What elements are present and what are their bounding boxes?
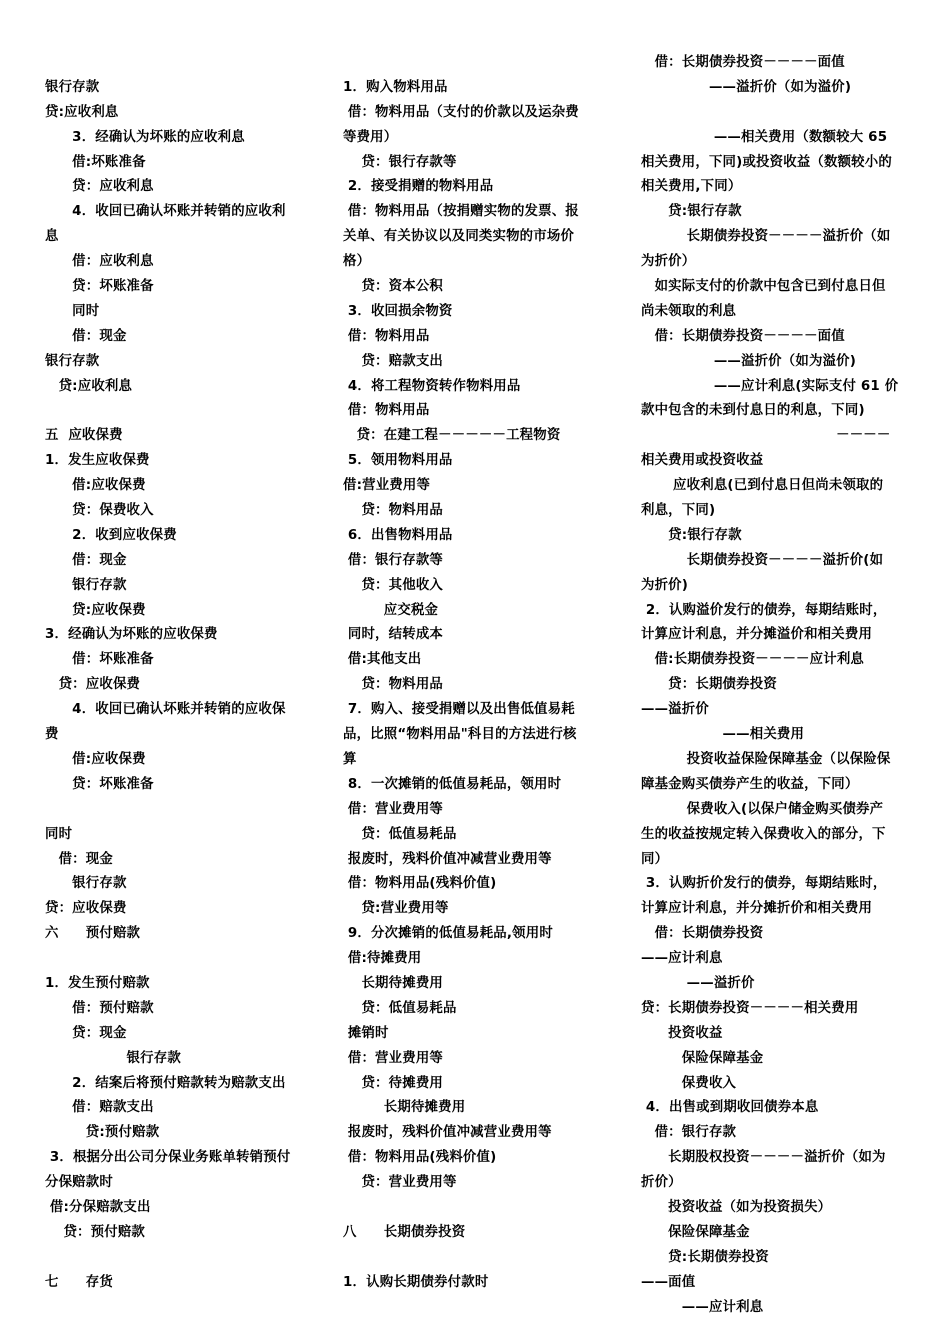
text-line: 借：应收利息 [45, 254, 154, 270]
text-line: 贷：长期债券投资 [641, 677, 777, 693]
text-line: 借：物料用品（按捐赠实物的发票、报 [343, 204, 579, 220]
text-line: ——溢折价（如为溢价) [641, 353, 857, 369]
text-line: 折价） [641, 1175, 682, 1191]
text-line: 借:应收保费 [45, 751, 146, 767]
text-line: 借：营业费用等 [343, 801, 443, 817]
text-line: 生的收益按规定转入保费收入的部分，下 [641, 826, 886, 842]
text-line: 算 [343, 751, 357, 767]
text-line: 同时 [45, 826, 73, 842]
text-line: 投资收益保险保障基金（以保险保 [641, 751, 891, 767]
text-line: 贷：应收利息 [45, 179, 154, 195]
text-line: 借：物料用品（支付的价款以及运杂费 [343, 104, 579, 120]
text-line: 2．接受捐赠的物料用品 [343, 179, 494, 195]
text-line: ——相关费用（数额较大 65 [641, 129, 888, 145]
text-line: 贷:银行存款 [641, 527, 742, 543]
text-line: 保险保障基金 [641, 1224, 750, 1240]
text-line: 借：银行存款 [641, 1125, 737, 1141]
text-line: 款中包含的未到付息日的利息，下同) [641, 403, 865, 419]
text-line: 贷：资本公积 [343, 279, 443, 295]
text-line: 借：银行存款等 [343, 552, 443, 568]
text-line: 贷：低值易耗品 [343, 826, 457, 842]
text-line: 1．发生预付赔款 [45, 975, 150, 991]
text-line: 应交税金 [343, 602, 439, 618]
text-line: 借：长期债券投资－－－－面值 [641, 328, 845, 344]
text-line: 报废时，残料价值冲减营业费用等 [343, 851, 552, 867]
text-line: 贷：坏账准备 [45, 279, 154, 295]
text-line: 费 [45, 727, 59, 743]
text-line: 借：坏账准备 [45, 652, 154, 668]
text-line: 借：物料用品 [343, 328, 430, 344]
text-line [641, 101, 916, 126]
text-line: 保费收入(以保户储金购买债券产 [641, 801, 884, 817]
text-line: 同） [641, 851, 669, 867]
text-line: 贷:应收利息 [45, 104, 119, 120]
text-line: 同时 [45, 303, 100, 319]
text-line: ——溢折价 [641, 702, 709, 718]
text-line: 银行存款 [45, 1050, 181, 1066]
text-line: 贷：长期债券投资－－－－相关费用 [641, 1000, 859, 1016]
text-line: 3．认购折价发行的债券，每期结账时， [641, 876, 887, 892]
text-line [45, 798, 320, 823]
text-line: 借：赔款支出 [45, 1100, 154, 1116]
text-line: 贷：坏账准备 [45, 776, 154, 792]
text-line: 贷：现金 [45, 1025, 127, 1041]
text-line: 借：预付赔款 [45, 1000, 154, 1016]
text-line: 4．将工程物资转作物料用品 [343, 378, 521, 394]
text-line: 贷：物料用品 [343, 503, 443, 519]
text-line: 贷:银行存款 [641, 204, 742, 220]
text-line: 2．收到应收保费 [45, 527, 177, 543]
text-line [343, 51, 618, 76]
text-line: 贷：预付赔款 [45, 1224, 145, 1240]
text-line: 品，比照“物料用品"科目的方法进行核 [343, 727, 577, 743]
text-line: 长期待摊费用 [343, 975, 443, 991]
text-line [343, 1196, 618, 1221]
text-line: 七 存货 [45, 1274, 113, 1290]
text-line: 长期待摊费用 [343, 1100, 466, 1116]
text-line: 借:其他支出 [343, 652, 422, 668]
text-line: 贷:应收利息 [45, 378, 133, 394]
text-line: 贷：待摊费用 [343, 1075, 443, 1091]
text-line: 借：物料用品(残料价值) [343, 1150, 497, 1166]
text-column-right [641, 51, 916, 1320]
text-line: 长期债券投资－－－－溢折价（如 [641, 229, 891, 245]
text-line: 贷:应收保费 [45, 602, 146, 618]
text-line: 摊销时 [343, 1025, 389, 1041]
text-line: 借：长期债券投资 [641, 926, 764, 942]
text-line: 贷:营业费用等 [343, 901, 449, 917]
text-line: 利息，下同) [641, 503, 716, 519]
text-line: 相关费用，下同)或投资收益（数额较小的 [641, 154, 892, 170]
text-line: 借:分保赔款支出 [45, 1199, 151, 1215]
text-line: 计算应计利息，并分摊折价和相关费用 [641, 901, 873, 917]
text-line: 银行存款 [45, 577, 127, 593]
text-line: －－－－ [641, 428, 891, 444]
text-line: 借：长期债券投资－－－－面值 [641, 55, 845, 70]
text-line: 贷:长期债券投资 [641, 1249, 769, 1265]
text-line: 关单、有关协议以及同类实物的市场价 [343, 229, 575, 245]
text-line: 长期股权投资－－－－溢折价（如为 [641, 1150, 886, 1166]
text-line: 借：营业费用等 [343, 1050, 443, 1066]
text-line: 投资收益 [641, 1025, 723, 1041]
text-line: 借:营业费用等 [343, 478, 431, 494]
text-line: 8．一次摊销的低值易耗品，领用时 [343, 776, 562, 792]
text-line [45, 51, 320, 76]
text-line: 分保赔款时 [45, 1175, 113, 1191]
text-line: 3．经确认为坏账的应收保费 [45, 627, 218, 643]
text-column-middle [343, 51, 618, 1296]
text-line: 贷：应收保费 [45, 677, 141, 693]
text-line: 银行存款 [45, 353, 100, 369]
text-line: ——应计利息 [641, 1299, 764, 1315]
text-line: 障基金购买债券产生的收益，下同） [641, 776, 859, 792]
text-line: 银行存款 [45, 79, 100, 95]
text-line: 长期债券投资－－－－溢折价(如 [641, 552, 884, 568]
text-line: 借：物料用品(残料价值) [343, 876, 497, 892]
text-line: 2．认购溢价发行的债券，每期结账时， [641, 602, 887, 618]
text-line: 1．购入物料用品 [343, 79, 448, 95]
text-line: 八 长期债券投资 [343, 1224, 466, 1240]
text-line: 相关费用或投资收益 [641, 453, 764, 469]
text-line: 六 预付赔款 [45, 926, 141, 942]
text-line: 9．分次摊销的低值易耗品,领用时 [343, 926, 553, 942]
text-line: 为折价） [641, 254, 696, 270]
text-line: 借：现金 [45, 328, 127, 344]
text-line: ——应计利息 [641, 951, 723, 967]
text-line: 为折价) [641, 577, 689, 593]
text-line: 借：现金 [45, 552, 127, 568]
text-line: 格） [343, 254, 371, 270]
text-line: 报废时，残料价值冲减营业费用等 [343, 1125, 552, 1141]
text-line: 1．认购长期债券付款时 [343, 1274, 489, 1290]
text-line: 如实际支付的价款中包含已到付息日但 [641, 279, 886, 295]
text-line: 4．收回已确认坏账并转销的应收利 [45, 204, 286, 220]
text-line: 借：物料用品 [343, 403, 430, 419]
text-line: 贷：银行存款等 [343, 154, 457, 170]
text-line: 借:坏账准备 [45, 154, 146, 170]
text-line: 尚未领取的利息 [641, 303, 737, 319]
text-line: 贷：其他收入 [343, 577, 443, 593]
text-column-left [45, 51, 320, 1296]
text-line: 计算应计利息，并分摊溢价和相关费用 [641, 627, 873, 643]
text-line [45, 399, 320, 424]
text-line: 银行存款 [45, 876, 127, 892]
text-line: 相关费用,下同） [641, 179, 742, 195]
text-line: 5．领用物料用品 [343, 453, 453, 469]
text-line: 3．收回损余物资 [343, 303, 453, 319]
text-line: 2．结案后将预付赔款转为赔款支出 [45, 1075, 286, 1091]
text-line: ——溢折价 [641, 975, 755, 991]
text-line: ——面值 [641, 1274, 696, 1290]
text-line: 贷：保费收入 [45, 503, 154, 519]
text-line: 等费用） [343, 129, 398, 145]
text-line [45, 1246, 320, 1271]
text-line: 贷：低值易耗品 [343, 1000, 457, 1016]
text-line: 7．购入、接受捐赠以及出售低值易耗 [343, 702, 575, 718]
text-line: 贷:预付赔款 [45, 1125, 160, 1141]
text-line: 息 [45, 229, 59, 245]
text-line: 同时，结转成本 [343, 627, 443, 643]
text-line: 借:长期债券投资－－－－应计利息 [641, 652, 865, 668]
text-line: 4．出售或到期收回债券本息 [641, 1100, 819, 1116]
text-line: 贷：营业费用等 [343, 1175, 457, 1191]
text-line: 3．经确认为坏账的应收利息 [45, 129, 245, 145]
text-line: 投资收益（如为投资损失） [641, 1199, 832, 1215]
text-line: 借:应收保费 [45, 478, 146, 494]
text-line [343, 1246, 618, 1271]
text-line: ——应计利息(实际支付 61 价 [641, 378, 899, 394]
text-line: 五 应收保费 [45, 428, 123, 444]
text-line: 保费收入 [641, 1075, 737, 1091]
text-line: 借:待摊费用 [343, 951, 422, 967]
text-line: 借：现金 [45, 851, 113, 867]
text-line: 贷：在建工程－－－－－工程物资 [343, 428, 561, 444]
text-line: 保险保障基金 [641, 1050, 764, 1066]
text-line: 贷：赔款支出 [343, 353, 443, 369]
text-line: ——相关费用 [641, 727, 805, 743]
text-line [45, 947, 320, 972]
text-line: 贷：物料用品 [343, 677, 443, 693]
text-line: 贷：应收保费 [45, 901, 127, 917]
text-line: 3．根据分出公司分保业务账单转销预付 [45, 1150, 291, 1166]
text-line: ——溢折价（如为溢价) [641, 79, 852, 95]
text-line: 4．收回已确认坏账并转销的应收保 [45, 702, 286, 718]
text-line: 6．出售物料用品 [343, 527, 453, 543]
text-line: 1．发生应收保费 [45, 453, 150, 469]
text-line: 应收利息(已到付息日但尚未领取的 [641, 478, 884, 494]
